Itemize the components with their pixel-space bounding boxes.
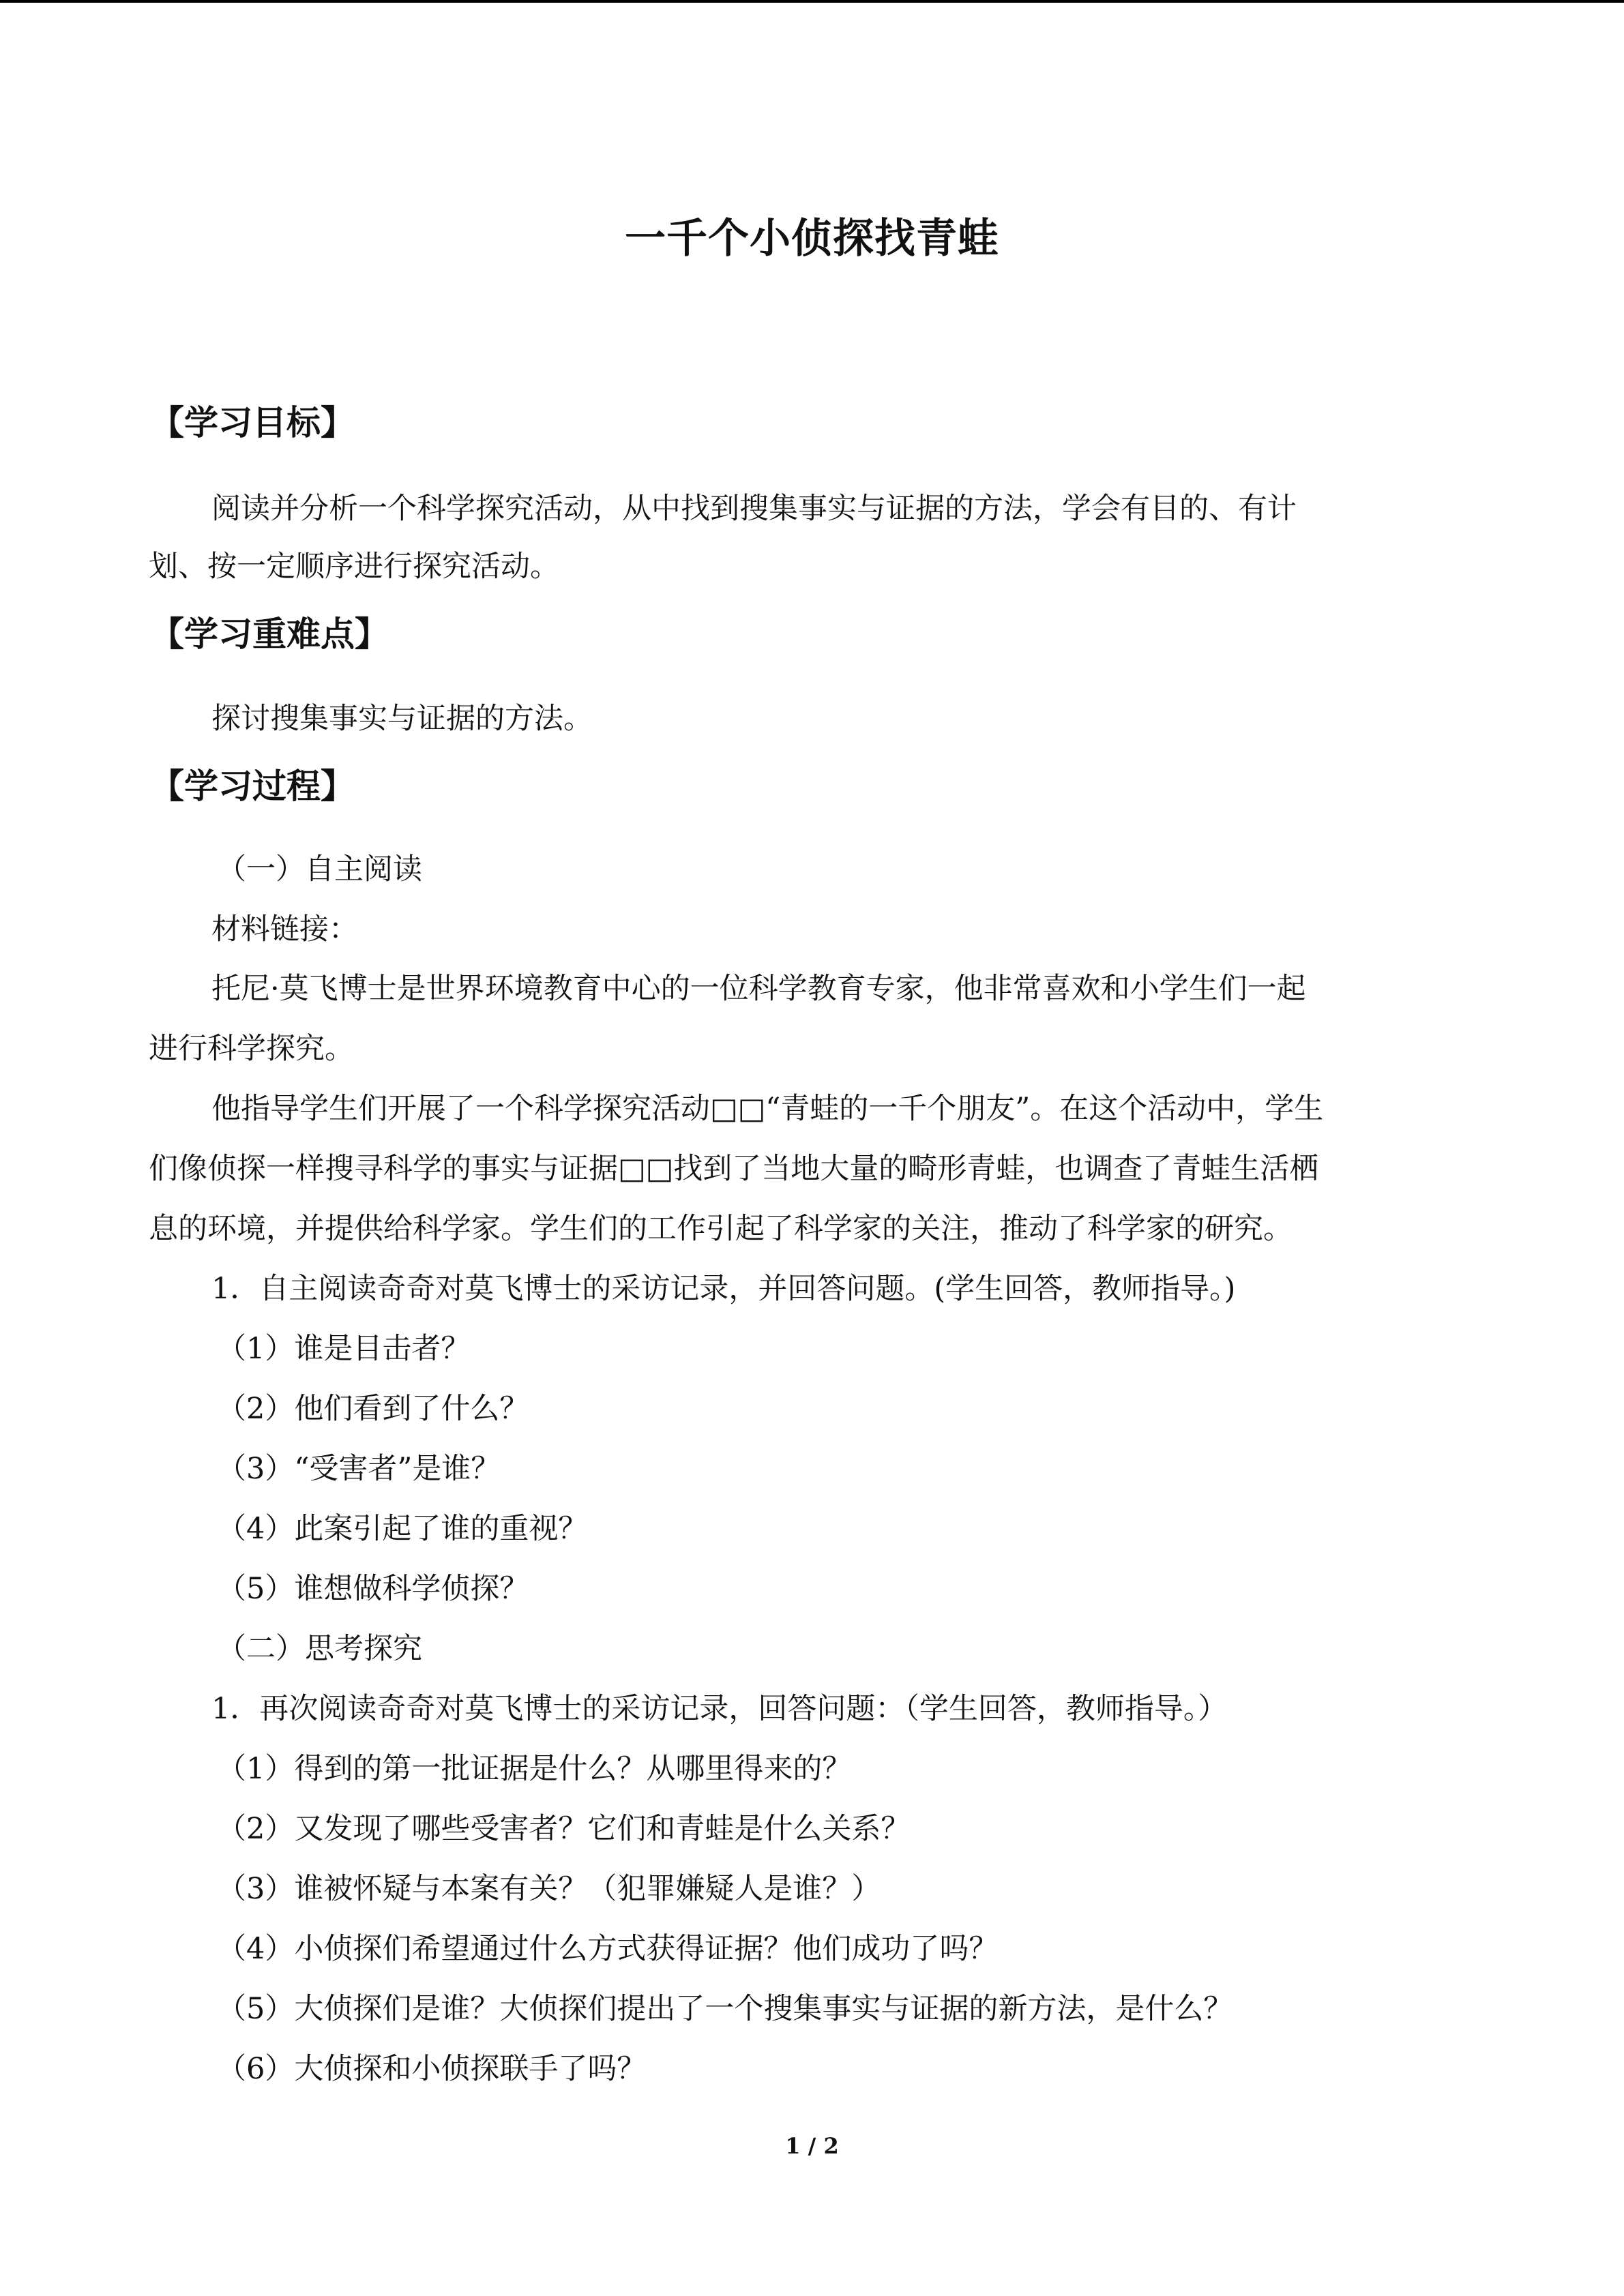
process-line-12: （4）此案引起了谁的重视？ (217, 1512, 588, 1546)
process-line-19: （4）小侦探们希望通过什么方式获得证据？他们成功了吗？ (217, 1932, 999, 1966)
document-title: 一千个小侦探找青蛙 (625, 215, 999, 263)
process-line-5: 他指导学生们开展了一个科学探究活动□□“青蛙的一千个朋友”。在这个活动中，学生 (211, 1092, 1324, 1126)
process-line-21: （6）大侦探和小侦探联手了吗？ (217, 2052, 647, 2086)
heading-objectives: 【学习目标】 (150, 402, 355, 443)
process-line-15: 1．再次阅读奇奇对莫飞博士的采访记录，回答问题：（学生回答，教师指导。） (211, 1692, 1228, 1726)
process-line-4: 进行科学探究。 (149, 1032, 354, 1066)
heading-key-points: 【学习重难点】 (150, 614, 389, 654)
process-line-7: 息的环境，并提供给科学家。学生们的工作引起了科学家的关注，推动了科学家的研究。 (149, 1212, 1293, 1246)
process-line-8: 1．自主阅读奇奇对莫飞博士的采访记录，并回答问题。(学生回答，教师指导。) (211, 1272, 1236, 1306)
process-line-2: 材料链接： (211, 912, 358, 946)
process-line-9: （1）谁是目击者？ (217, 1332, 471, 1366)
process-line-17: （2）又发现了哪些受害者？它们和青蛙是什么关系？ (217, 1812, 911, 1846)
key-points-line-1: 探讨搜集事实与证据的方法。 (211, 702, 593, 736)
process-line-11: （3）“受害者”是谁？ (217, 1452, 501, 1486)
process-line-6: 们像侦探一样搜寻科学的事实与证据□□找到了当地大量的畸形青蛙，也调查了青蛙生活栖 (149, 1152, 1319, 1186)
process-line-13: （5）谁想做科学侦探？ (217, 1572, 529, 1606)
process-line-16: （1）得到的第一批证据是什么？从哪里得来的？ (217, 1752, 852, 1786)
objectives-line-2: 划、按一定顺序进行探究活动。 (149, 550, 559, 584)
page-number: 1 / 2 (785, 2133, 839, 2159)
process-line-18: （3）谁被怀疑与本案有关？（犯罪嫌疑人是谁？） (217, 1872, 881, 1906)
process-line-1: （一）自主阅读 (217, 852, 422, 886)
process-line-20: （5）大侦探们是谁？大侦探们提出了一个搜集事实与证据的新方法，是什么？ (217, 1992, 1233, 2026)
process-line-10: （2）他们看到了什么？ (217, 1392, 529, 1426)
process-line-14: （二）思考探究 (217, 1632, 422, 1666)
heading-process: 【学习过程】 (150, 766, 355, 806)
process-line-3: 托尼·莫飞博士是世界环境教育中心的一位科学教育专家，他非常喜欢和小学生们一起 (211, 972, 1306, 1006)
objectives-line-1: 阅读并分析一个科学探究活动，从中找到搜集事实与证据的方法，学会有目的、有计 (211, 492, 1297, 526)
